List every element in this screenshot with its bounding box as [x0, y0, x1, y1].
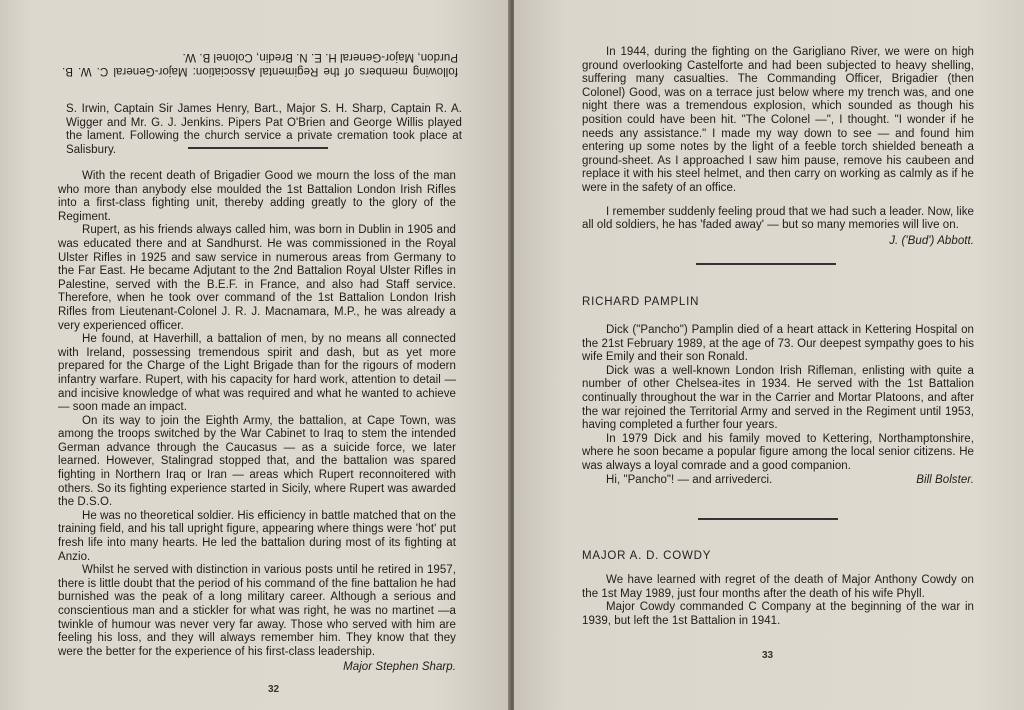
- obituary-paragraph: On its way to join the Eighth Army, the battalion, at Cape Town, was among the troops switched by the War Cabinet to Iraq to stem the intended German advance through the Caucasus — as a suicide force, we later learned. However, Stalingrad stopped that, and the battalion was spared fighting in Northern Iraq or Iran — areas which Rupert reconnoitered with others. So its fighting experience started in Sicily, where Rupert was awarded the D.S.O.: [58, 414, 456, 509]
- upside-down-line: following members of the Regimental Association: Major-General C. W. B. Purdon, Major-General H. E. N. Bredin, Colonel B. W.: [62, 51, 458, 78]
- pamplin-text: [582, 324, 974, 487]
- signature-abbott: J. ('Bud') Abbott.: [889, 234, 974, 247]
- recollection-paragraph: In 1944, during the fighting on the Garigliano River, we were on high ground overlooking Castelforte and had been subjected to heavy shelling, suffering many casualties. The Commanding Officer, Brigadier (then Colonel) Good, was on a terrace just below where my trench was, and one night there was a tremendous explosion, which sounded as though his position could have been hit. "The Colonel —", I thought. "I wonder if he needs any assistance." I made my way down to see — and found him entering up some notes by the light of a feeble torch shielded beneath a ground-sheet. As I approached I saw him pause, remove his caubeen and replace it with his steel helmet, and then carry on working as calmly as if he were in the safety of an office.: [582, 46, 974, 194]
- upside-down-text-block: [62, 50, 458, 77]
- page-number-right: 33: [762, 650, 774, 661]
- obituary-good-text: [58, 170, 456, 675]
- section-divider: [698, 518, 838, 520]
- pamplin-closing-line: Hi, "Pancho"! — and arrivederci.: [606, 473, 773, 486]
- page-number-left: 32: [268, 684, 280, 695]
- left-page: [0, 0, 510, 710]
- obituary-paragraph: He found, at Haverhill, a battalion of men, by no means all connected with Ireland, possessing tremendous spirit and dash, but as yet more prepared for the Charge of the Light Brigade than for the rigours of modern infantry warfare. Rupert, with his capacity for hard work, attention to detail — and incisive knowledge of what was required and what he wanted to achieve — soon made an impact.: [58, 333, 456, 414]
- right-page: [514, 0, 1024, 710]
- section-divider: [188, 147, 328, 149]
- section-divider: [696, 263, 836, 265]
- pamplin-paragraph: In 1979 Dick and his family moved to Kettering, Northamptonshire, where he soon became a popular figure among the local senior citizens. He was always a loyal comrade and a good companion.: [582, 432, 974, 472]
- obituary-paragraph: Whilst he served with distinction in various posts until he retired in 1957, there is little doubt that the period of his command of the fine battalion he had burnished was the peak of a long military career. Although a serious and conscientious man and a stickler for what was right, he was no martinet —a twinkle of humour was never very far away. Those who served with him are feeling his loss, and they will always remember him. They know that they were the better for the experience of his first-class leadership.: [58, 564, 456, 658]
- heading-richard-pamplin: RICHARD PAMPLIN: [582, 296, 700, 308]
- recollection-paragraph: I remember suddenly feeling proud that we had such a leader. Now, like all old soldiers, he has 'faded away' — but so many memories will live on.: [582, 205, 974, 232]
- signature-bolster: Bill Bolster.: [916, 473, 974, 486]
- heading-major-cowdy: MAJOR A. D. COWDY: [582, 550, 712, 562]
- signature-sharp: Major Stephen Sharp.: [343, 661, 456, 674]
- pamplin-paragraph: Dick was a well-known London Irish Rifleman, enlisting with quite a number of other Chelsea-ites in 1934. He served with the 1st Battalion continually throughout the war in the Carrier and Mortar Platoons, and after the war rejoined the Territorial Army and served in the Regiment until 1953, having completed a further four years.: [582, 364, 974, 432]
- obituary-paragraph: Rupert, as his friends always called him, was born in Dublin in 1905 and was educated there and at Sandhurst. He was commissioned in the Royal Ulster Rifles in 1925 and saw service in numerous areas from Germany to the Far East. He became Adjutant to the 2nd Battalion Royal Ulster Rifles in Palestine, served with the B.E.F. in France, and also had Staff service. Therefore, when he took over command of the 1st Battalion London Irish Rifles from Lieutenant-Colonel J. R. J. Macnamara, M.P., he was already a very experienced officer.: [58, 224, 456, 332]
- recollection-text: [582, 46, 974, 248]
- obituary-paragraph: He was no theoretical soldier. His efficiency in battle matched that on the training field, and his tall upright figure, appearing where things were 'hot' put fresh life into many hearts. He led the battalion during most of its fighting at Anzio.: [58, 509, 456, 563]
- pamplin-closing: [582, 474, 974, 488]
- pamplin-paragraph: Dick ("Pancho") Pamplin died of a heart attack in Kettering Hospital on the 21st February 1989, at the age of 73. Our deepest sympathy goes to his wife Emily and their son Ronald.: [582, 324, 974, 364]
- obituary-paragraph: With the recent death of Brigadier Good we mourn the loss of the man who more than anybody else moulded the 1st Battalion London Irish Rifles into a first-class fighting unit, thereby adding greatly to the glory of the Regiment.: [58, 170, 456, 223]
- funeral-paragraph: S. Irwin, Captain Sir James Henry, Bart., Major S. H. Sharp, Captain R. A. Wigger and Mr. G. J. Jenkins. Pipers Pat O'Brien and George Willis played the lament. Following the church service a private cremation took place at Salisbury.: [66, 103, 462, 156]
- cowdy-paragraph: Major Cowdy commanded C Company at the beginning of the war in 1939, but left the 1st Battalion in 1941.: [582, 601, 974, 627]
- cowdy-text: [582, 574, 974, 628]
- funeral-attendees-text: [66, 103, 462, 157]
- cowdy-paragraph: We have learned with regret of the death of Major Anthony Cowdy on the 1st May 1989, just four months after the death of his wife Phyll.: [582, 574, 974, 600]
